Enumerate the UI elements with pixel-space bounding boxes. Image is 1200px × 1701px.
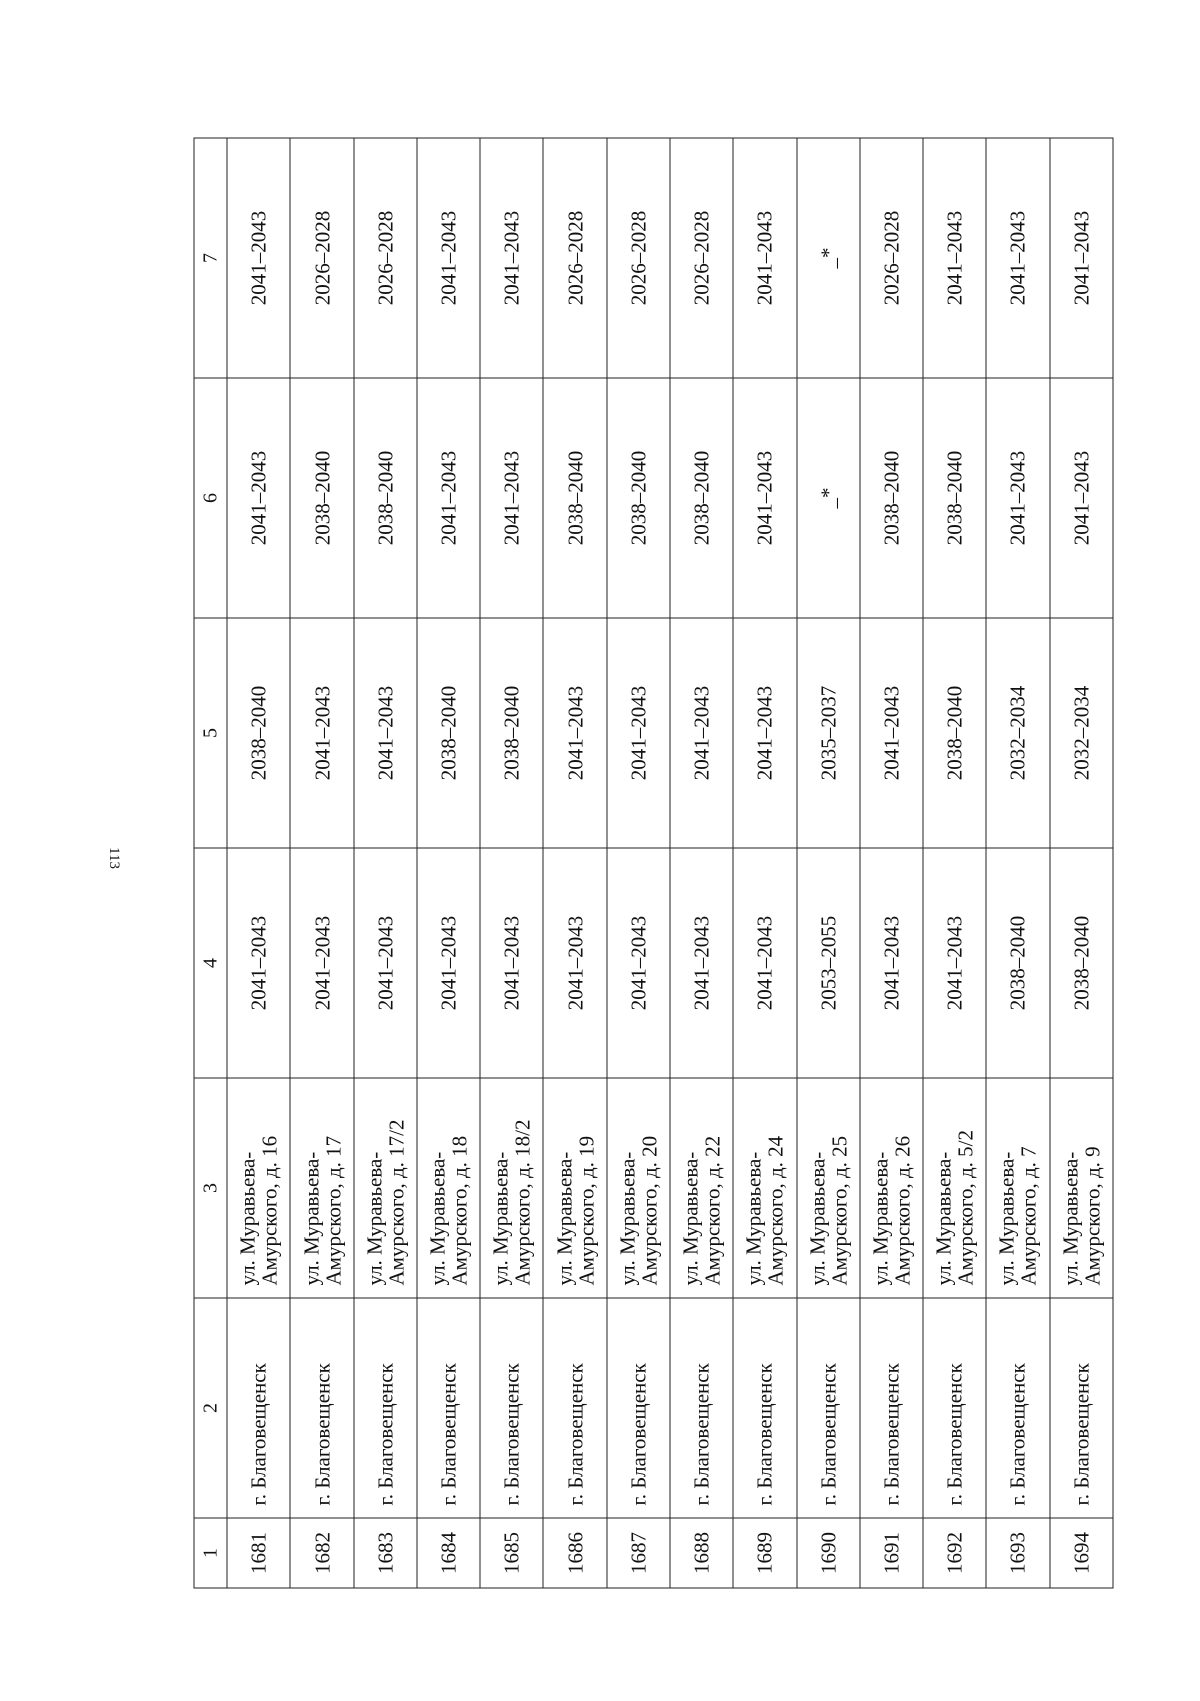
city-cell: г. Благовещенск	[290, 1298, 353, 1518]
period-cell-col7: 2041–2043	[1050, 138, 1113, 378]
row-number-cell: 1687	[607, 1518, 670, 1588]
period-cell-col7: 2026–2028	[543, 138, 606, 378]
city-cell: г. Благовещенск	[480, 1298, 543, 1518]
period-cell-col7: 2041–2043	[417, 138, 480, 378]
period-cell-col6: 2041–2043	[480, 378, 543, 618]
period-cell-col7: 2041–2043	[227, 138, 290, 378]
address-cell: ул. Муравьева-Амурского, д. 24	[733, 1078, 796, 1298]
period-cell-col7: _*	[797, 138, 860, 378]
city-cell: г. Благовещенск	[543, 1298, 606, 1518]
column-header: 6	[194, 378, 227, 618]
city-cell: г. Благовещенск	[670, 1298, 733, 1518]
period-cell-col5: 2041–2043	[860, 618, 923, 848]
column-header: 1	[194, 1518, 227, 1588]
period-cell-col5: 2041–2043	[290, 618, 353, 848]
period-cell-col4: 2041–2043	[290, 848, 353, 1078]
city-cell: г. Благовещенск	[797, 1298, 860, 1518]
table-row	[860, 138, 923, 1588]
period-cell-col5: 2038–2040	[480, 618, 543, 848]
period-cell-col7: 2041–2043	[480, 138, 543, 378]
address-cell: ул. Муравьева-Амурского, д. 16	[227, 1078, 290, 1298]
row-number-cell: 1694	[1050, 1518, 1113, 1588]
row-number-cell: 1681	[227, 1518, 290, 1588]
city-cell: г. Благовещенск	[860, 1298, 923, 1518]
period-cell-col4: 2041–2043	[480, 848, 543, 1078]
table-row	[417, 138, 480, 1588]
period-cell-col6: 2041–2043	[417, 378, 480, 618]
period-cell-col4: 2041–2043	[733, 848, 796, 1078]
period-cell-col5: 2041–2043	[543, 618, 606, 848]
period-cell-col5: 2041–2043	[607, 618, 670, 848]
period-cell-col5: 2035–2037	[797, 618, 860, 848]
row-number-cell: 1684	[417, 1518, 480, 1588]
period-cell-col5: 2041–2043	[670, 618, 733, 848]
period-cell-col6: 2041–2043	[986, 378, 1049, 618]
period-cell-col7: 2041–2043	[986, 138, 1049, 378]
table-row	[354, 138, 417, 1588]
row-number-cell: 1692	[923, 1518, 986, 1588]
table-row	[290, 138, 353, 1588]
period-cell-col5: 2038–2040	[417, 618, 480, 848]
city-cell: г. Благовещенск	[607, 1298, 670, 1518]
address-cell: ул. Муравьева-Амурского, д. 17/2	[354, 1078, 417, 1298]
period-cell-col4: 2038–2040	[986, 848, 1049, 1078]
address-cell: ул. Муравьева-Амурского, д. 7	[986, 1078, 1049, 1298]
period-cell-col6: 2041–2043	[1050, 378, 1113, 618]
row-number-cell: 1693	[986, 1518, 1049, 1588]
address-cell: ул. Муравьева-Амурского, д. 9	[1050, 1078, 1113, 1298]
column-header: 2	[194, 1298, 227, 1518]
period-cell-col4: 2041–2043	[354, 848, 417, 1078]
address-cell: ул. Муравьева-Амурского, д. 5/2	[923, 1078, 986, 1298]
address-cell: ул. Муравьева-Амурского, д. 25	[797, 1078, 860, 1298]
table-header-row	[194, 138, 227, 1588]
row-number-cell: 1690	[797, 1518, 860, 1588]
period-cell-col5: 2038–2040	[227, 618, 290, 848]
period-cell-col6: _*	[797, 378, 860, 618]
table-row	[1050, 138, 1113, 1588]
period-cell-col4: 2041–2043	[860, 848, 923, 1078]
address-cell: ул. Муравьева-Амурского, д. 19	[543, 1078, 606, 1298]
city-cell: г. Благовещенск	[227, 1298, 290, 1518]
address-cell: ул. Муравьева-Амурского, д. 18	[417, 1078, 480, 1298]
period-cell-col4: 2041–2043	[607, 848, 670, 1078]
period-cell-col6: 2038–2040	[354, 378, 417, 618]
period-cell-col5: 2041–2043	[733, 618, 796, 848]
period-cell-col7: 2026–2028	[860, 138, 923, 378]
period-cell-col4: 2041–2043	[670, 848, 733, 1078]
period-cell-col4: 2053–2055	[797, 848, 860, 1078]
period-cell-col4: 2038–2040	[1050, 848, 1113, 1078]
period-cell-col4: 2041–2043	[923, 848, 986, 1078]
data-table	[194, 138, 1114, 1589]
table-row	[227, 138, 290, 1588]
period-cell-col7: 2026–2028	[607, 138, 670, 378]
city-cell: г. Благовещенск	[923, 1298, 986, 1518]
address-cell: ул. Муравьева-Амурского, д. 18/2	[480, 1078, 543, 1298]
row-number-cell: 1689	[733, 1518, 796, 1588]
address-cell: ул. Муравьева-Амурского, д. 26	[860, 1078, 923, 1298]
row-number-cell: 1688	[670, 1518, 733, 1588]
period-cell-col6: 2038–2040	[607, 378, 670, 618]
city-cell: г. Благовещенск	[986, 1298, 1049, 1518]
table-row	[670, 138, 733, 1588]
row-number-cell: 1682	[290, 1518, 353, 1588]
period-cell-col6: 2041–2043	[227, 378, 290, 618]
period-cell-col7: 2026–2028	[354, 138, 417, 378]
table-row	[733, 138, 796, 1588]
table-row	[607, 138, 670, 1588]
address-cell: ул. Муравьева-Амурского, д. 20	[607, 1078, 670, 1298]
column-header: 7	[194, 138, 227, 378]
table-row	[923, 138, 986, 1588]
address-cell: ул. Муравьева-Амурского, д. 17	[290, 1078, 353, 1298]
page-number: 113	[106, 847, 122, 869]
period-cell-col7: 2041–2043	[923, 138, 986, 378]
table-row	[543, 138, 606, 1588]
period-cell-col7: 2026–2028	[290, 138, 353, 378]
period-cell-col4: 2041–2043	[227, 848, 290, 1078]
city-cell: г. Благовещенск	[1050, 1298, 1113, 1518]
period-cell-col4: 2041–2043	[417, 848, 480, 1078]
period-cell-col6: 2038–2040	[543, 378, 606, 618]
period-cell-col4: 2041–2043	[543, 848, 606, 1078]
row-number-cell: 1686	[543, 1518, 606, 1588]
city-cell: г. Благовещенск	[354, 1298, 417, 1518]
address-cell: ул. Муравьева-Амурского, д. 22	[670, 1078, 733, 1298]
table-row	[986, 138, 1049, 1588]
period-cell-col5: 2032–2034	[1050, 618, 1113, 848]
period-cell-col5: 2041–2043	[354, 618, 417, 848]
period-cell-col5: 2032–2034	[986, 618, 1049, 848]
row-number-cell: 1683	[354, 1518, 417, 1588]
period-cell-col6: 2038–2040	[923, 378, 986, 618]
period-cell-col5: 2038–2040	[923, 618, 986, 848]
row-number-cell: 1691	[860, 1518, 923, 1588]
table-row	[480, 138, 543, 1588]
period-cell-col6: 2041–2043	[733, 378, 796, 618]
period-cell-col6: 2038–2040	[290, 378, 353, 618]
table-row	[797, 138, 860, 1588]
period-cell-col6: 2038–2040	[670, 378, 733, 618]
city-cell: г. Благовещенск	[417, 1298, 480, 1518]
column-header: 3	[194, 1078, 227, 1298]
column-header: 5	[194, 618, 227, 848]
row-number-cell: 1685	[480, 1518, 543, 1588]
column-header: 4	[194, 848, 227, 1078]
city-cell: г. Благовещенск	[733, 1298, 796, 1518]
period-cell-col6: 2038–2040	[860, 378, 923, 618]
period-cell-col7: 2041–2043	[733, 138, 796, 378]
period-cell-col7: 2026–2028	[670, 138, 733, 378]
